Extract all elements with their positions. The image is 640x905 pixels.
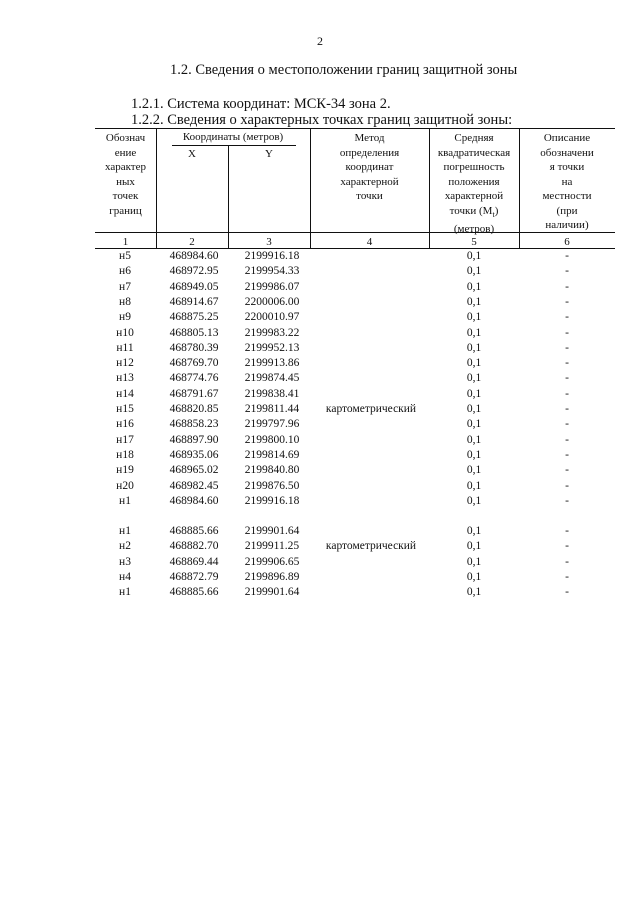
header-y: Y: [265, 148, 273, 160]
header-line: погрешность: [443, 161, 505, 173]
header-text: ): [494, 204, 499, 217]
section-title: 1.2. Сведения о местоположении границ защитной зоны: [170, 62, 518, 78]
point-name-cell: н4: [119, 570, 131, 583]
header-line: на: [561, 175, 573, 188]
y-coordinate-cell: 2199800.10: [244, 433, 300, 446]
x-coordinate-cell: 468780.39: [169, 341, 219, 354]
point-name-cell: н1: [119, 525, 131, 537]
accuracy-cell: 0,1: [466, 357, 482, 370]
y-coordinate-cell: 2199901.64: [244, 525, 300, 537]
description-cell: -: [565, 403, 569, 415]
header-description: [519, 131, 615, 233]
description-cell: -: [565, 570, 569, 583]
y-coordinate-cell: 2199838.41: [244, 387, 300, 400]
y-coordinate-cell: 2199911.25: [244, 540, 300, 553]
description-cell: -: [565, 494, 569, 507]
x-coordinate-cell: 468875.25: [169, 311, 219, 324]
column-number: 3: [266, 236, 272, 248]
x-coordinate-cell: 468872.79: [169, 570, 219, 583]
column-number: 6: [564, 236, 570, 248]
y-coordinate-cell: 2199901.64: [244, 586, 300, 599]
accuracy-cell: 0,1: [466, 311, 482, 324]
description-cell: -: [565, 387, 569, 400]
point-name-cell: н19: [116, 464, 134, 477]
description-cell: -: [565, 433, 569, 446]
x-coordinate-cell: 468769.70: [169, 357, 219, 370]
header-coordinates-group: Координаты (метров): [182, 131, 284, 143]
y-coordinate-cell: 2200006.00: [244, 295, 300, 308]
header-line: характер: [104, 161, 146, 173]
accuracy-cell: 0,1: [466, 403, 482, 415]
header-line: (при: [556, 204, 578, 217]
x-coordinate-cell: 468972.95: [169, 265, 219, 278]
header-line: ных: [116, 175, 135, 188]
point-name-cell: н17: [116, 433, 134, 446]
header-line: точки: [356, 190, 383, 202]
accuracy-cell: 0,1: [466, 280, 482, 293]
description-cell: -: [565, 448, 569, 461]
y-coordinate-cell: 2199797.96: [244, 418, 300, 431]
x-coordinate-cell: 468949.05: [169, 280, 219, 293]
x-coordinate-cell: 468885.66: [169, 586, 219, 599]
accuracy-cell: 0,1: [466, 418, 482, 431]
header-line: границ: [109, 204, 142, 217]
description-cell: -: [565, 525, 569, 537]
accuracy-cell: 0,1: [466, 570, 482, 583]
header-line: положения: [448, 175, 500, 188]
description-cell: -: [565, 357, 569, 370]
accuracy-cell: 0,1: [466, 448, 482, 461]
accuracy-cell: 0,1: [466, 540, 482, 553]
header-method: [310, 131, 429, 204]
header-accuracy: [429, 131, 519, 237]
coordinate-system-line: 1.2.1. Система координат: МСК-34 зона 2.: [131, 96, 391, 112]
header-line: наличии): [545, 219, 589, 231]
points-table-title: 1.2.2. Сведения о характерных точках границ защитной зоны:: [131, 112, 513, 128]
x-coordinate-cell: 468914.67: [169, 295, 219, 308]
header-line: координат: [345, 161, 394, 173]
accuracy-cell: 0,1: [466, 586, 482, 599]
accuracy-cell: 0,1: [466, 341, 482, 354]
y-coordinate-cell: 2199896.89: [244, 570, 300, 583]
y-coordinate-cell: 2199983.22: [244, 326, 300, 339]
x-coordinate-cell: 468820.85: [169, 403, 219, 415]
accuracy-cell: 0,1: [466, 494, 482, 507]
x-coordinate-cell: 468885.66: [169, 525, 219, 537]
description-cell: -: [565, 295, 569, 308]
point-name-cell: н14: [116, 387, 134, 400]
column-number: 1: [122, 236, 129, 248]
description-cell: -: [565, 326, 569, 339]
header-line: местности: [542, 190, 592, 202]
accuracy-cell: 0,1: [466, 525, 482, 537]
point-name-cell: н11: [116, 341, 134, 354]
accuracy-cell: 0,1: [466, 372, 482, 385]
column-number: 2: [189, 236, 195, 248]
description-cell: -: [565, 540, 569, 553]
x-coordinate-cell: 468805.13: [169, 326, 219, 339]
description-cell: -: [565, 280, 569, 293]
x-coordinate-cell: 468935.06: [169, 448, 219, 461]
accuracy-cell: 0,1: [466, 479, 482, 492]
header-x: X: [188, 148, 196, 160]
description-cell: -: [565, 311, 569, 324]
description-cell: -: [565, 464, 569, 477]
header-line: характерной: [444, 190, 504, 202]
header-line: определения: [339, 146, 400, 159]
column-numbers-border: [95, 248, 615, 249]
column-divider: [156, 128, 157, 248]
x-coordinate-cell: 468869.44: [169, 555, 219, 568]
x-coordinate-cell: 468858.23: [169, 418, 219, 431]
point-name-cell: н12: [116, 357, 134, 370]
description-cell: -: [565, 250, 569, 262]
y-coordinate-cell: 2200010.97: [244, 311, 300, 324]
point-name-cell: н10: [116, 326, 134, 339]
accuracy-cell: 0,1: [466, 555, 482, 568]
point-name-cell: н5: [119, 250, 131, 262]
header-line: [429, 204, 519, 223]
y-coordinate-cell: 2199916.18: [244, 494, 300, 507]
y-coordinate-cell: 2199952.13: [244, 341, 300, 354]
column-number: 4: [366, 236, 373, 248]
point-name-cell: н6: [119, 265, 131, 278]
point-name-cell: н1: [119, 494, 131, 507]
description-cell: -: [565, 418, 569, 431]
y-coordinate-cell: 2199814.69: [244, 448, 300, 461]
header-line: Обознач: [105, 132, 146, 144]
header-line: квадратическая: [437, 146, 511, 159]
page-number: 2: [317, 34, 323, 48]
x-coordinate-cell: 468774.76: [169, 372, 219, 385]
accuracy-cell: 0,1: [466, 326, 482, 339]
description-cell: -: [565, 555, 569, 568]
column-number: 5: [471, 236, 477, 248]
point-name-cell: н8: [119, 295, 131, 308]
point-name-cell: н16: [116, 418, 134, 431]
point-name-cell: н15: [116, 403, 134, 415]
table-top-border: [95, 128, 615, 129]
x-coordinate-cell: 468897.90: [169, 433, 219, 446]
y-coordinate-cell: 2199874.45: [244, 372, 300, 385]
header-line: обозначени: [540, 146, 594, 159]
description-cell: -: [565, 265, 569, 278]
y-coordinate-cell: 2199906.65: [244, 555, 300, 568]
method-cell: картометрический: [325, 540, 417, 553]
x-coordinate-cell: 468965.02: [169, 464, 219, 477]
method-cell: картометрический: [325, 403, 417, 415]
accuracy-cell: 0,1: [466, 464, 482, 477]
y-coordinate-cell: 2199876.50: [244, 479, 300, 492]
x-coordinate-cell: 468982.45: [169, 479, 219, 492]
y-coordinate-cell: 2199916.18: [244, 250, 300, 262]
y-coordinate-cell: 2199811.44: [244, 403, 300, 415]
x-coordinate-cell: 468882.70: [169, 540, 219, 553]
point-name-cell: н9: [119, 311, 131, 324]
point-name-cell: н1: [119, 586, 131, 599]
accuracy-cell: 0,1: [466, 250, 482, 262]
x-coordinate-cell: 468791.67: [169, 387, 219, 400]
header-line: характерной: [340, 175, 399, 188]
description-cell: -: [565, 479, 569, 492]
point-name-cell: н18: [116, 448, 134, 461]
x-coordinate-cell: 468984.60: [169, 250, 219, 262]
point-name-cell: н3: [119, 555, 131, 568]
header-line: Описание: [543, 132, 591, 144]
header-subscript: t: [492, 209, 495, 219]
accuracy-cell: 0,1: [466, 265, 482, 278]
header-line: я точки: [549, 161, 585, 173]
header-text: точки (M: [449, 204, 493, 217]
point-name-cell: н20: [116, 479, 134, 492]
point-name-cell: н13: [116, 372, 134, 385]
y-coordinate-cell: 2199913.86: [244, 357, 300, 370]
accuracy-cell: 0,1: [466, 433, 482, 446]
header-line: (метров): [453, 223, 495, 236]
description-cell: -: [565, 586, 569, 599]
accuracy-cell: 0,1: [466, 387, 482, 400]
header-line: Метод: [354, 132, 385, 144]
description-cell: -: [565, 372, 569, 385]
header-line: точек: [112, 190, 139, 202]
point-name-cell: н2: [119, 540, 131, 553]
y-coordinate-cell: 2199986.07: [244, 280, 300, 293]
header-point-name: [95, 131, 156, 218]
header-line: ение: [114, 146, 137, 159]
accuracy-cell: 0,1: [466, 295, 482, 308]
x-coordinate-cell: 468984.60: [169, 494, 219, 507]
y-coordinate-cell: 2199840.80: [244, 464, 300, 477]
y-coordinate-cell: 2199954.33: [244, 265, 300, 278]
header-line: Средняя: [454, 132, 494, 144]
coords-group-underline: [172, 145, 296, 146]
point-name-cell: н7: [119, 280, 131, 293]
description-cell: -: [565, 341, 569, 354]
